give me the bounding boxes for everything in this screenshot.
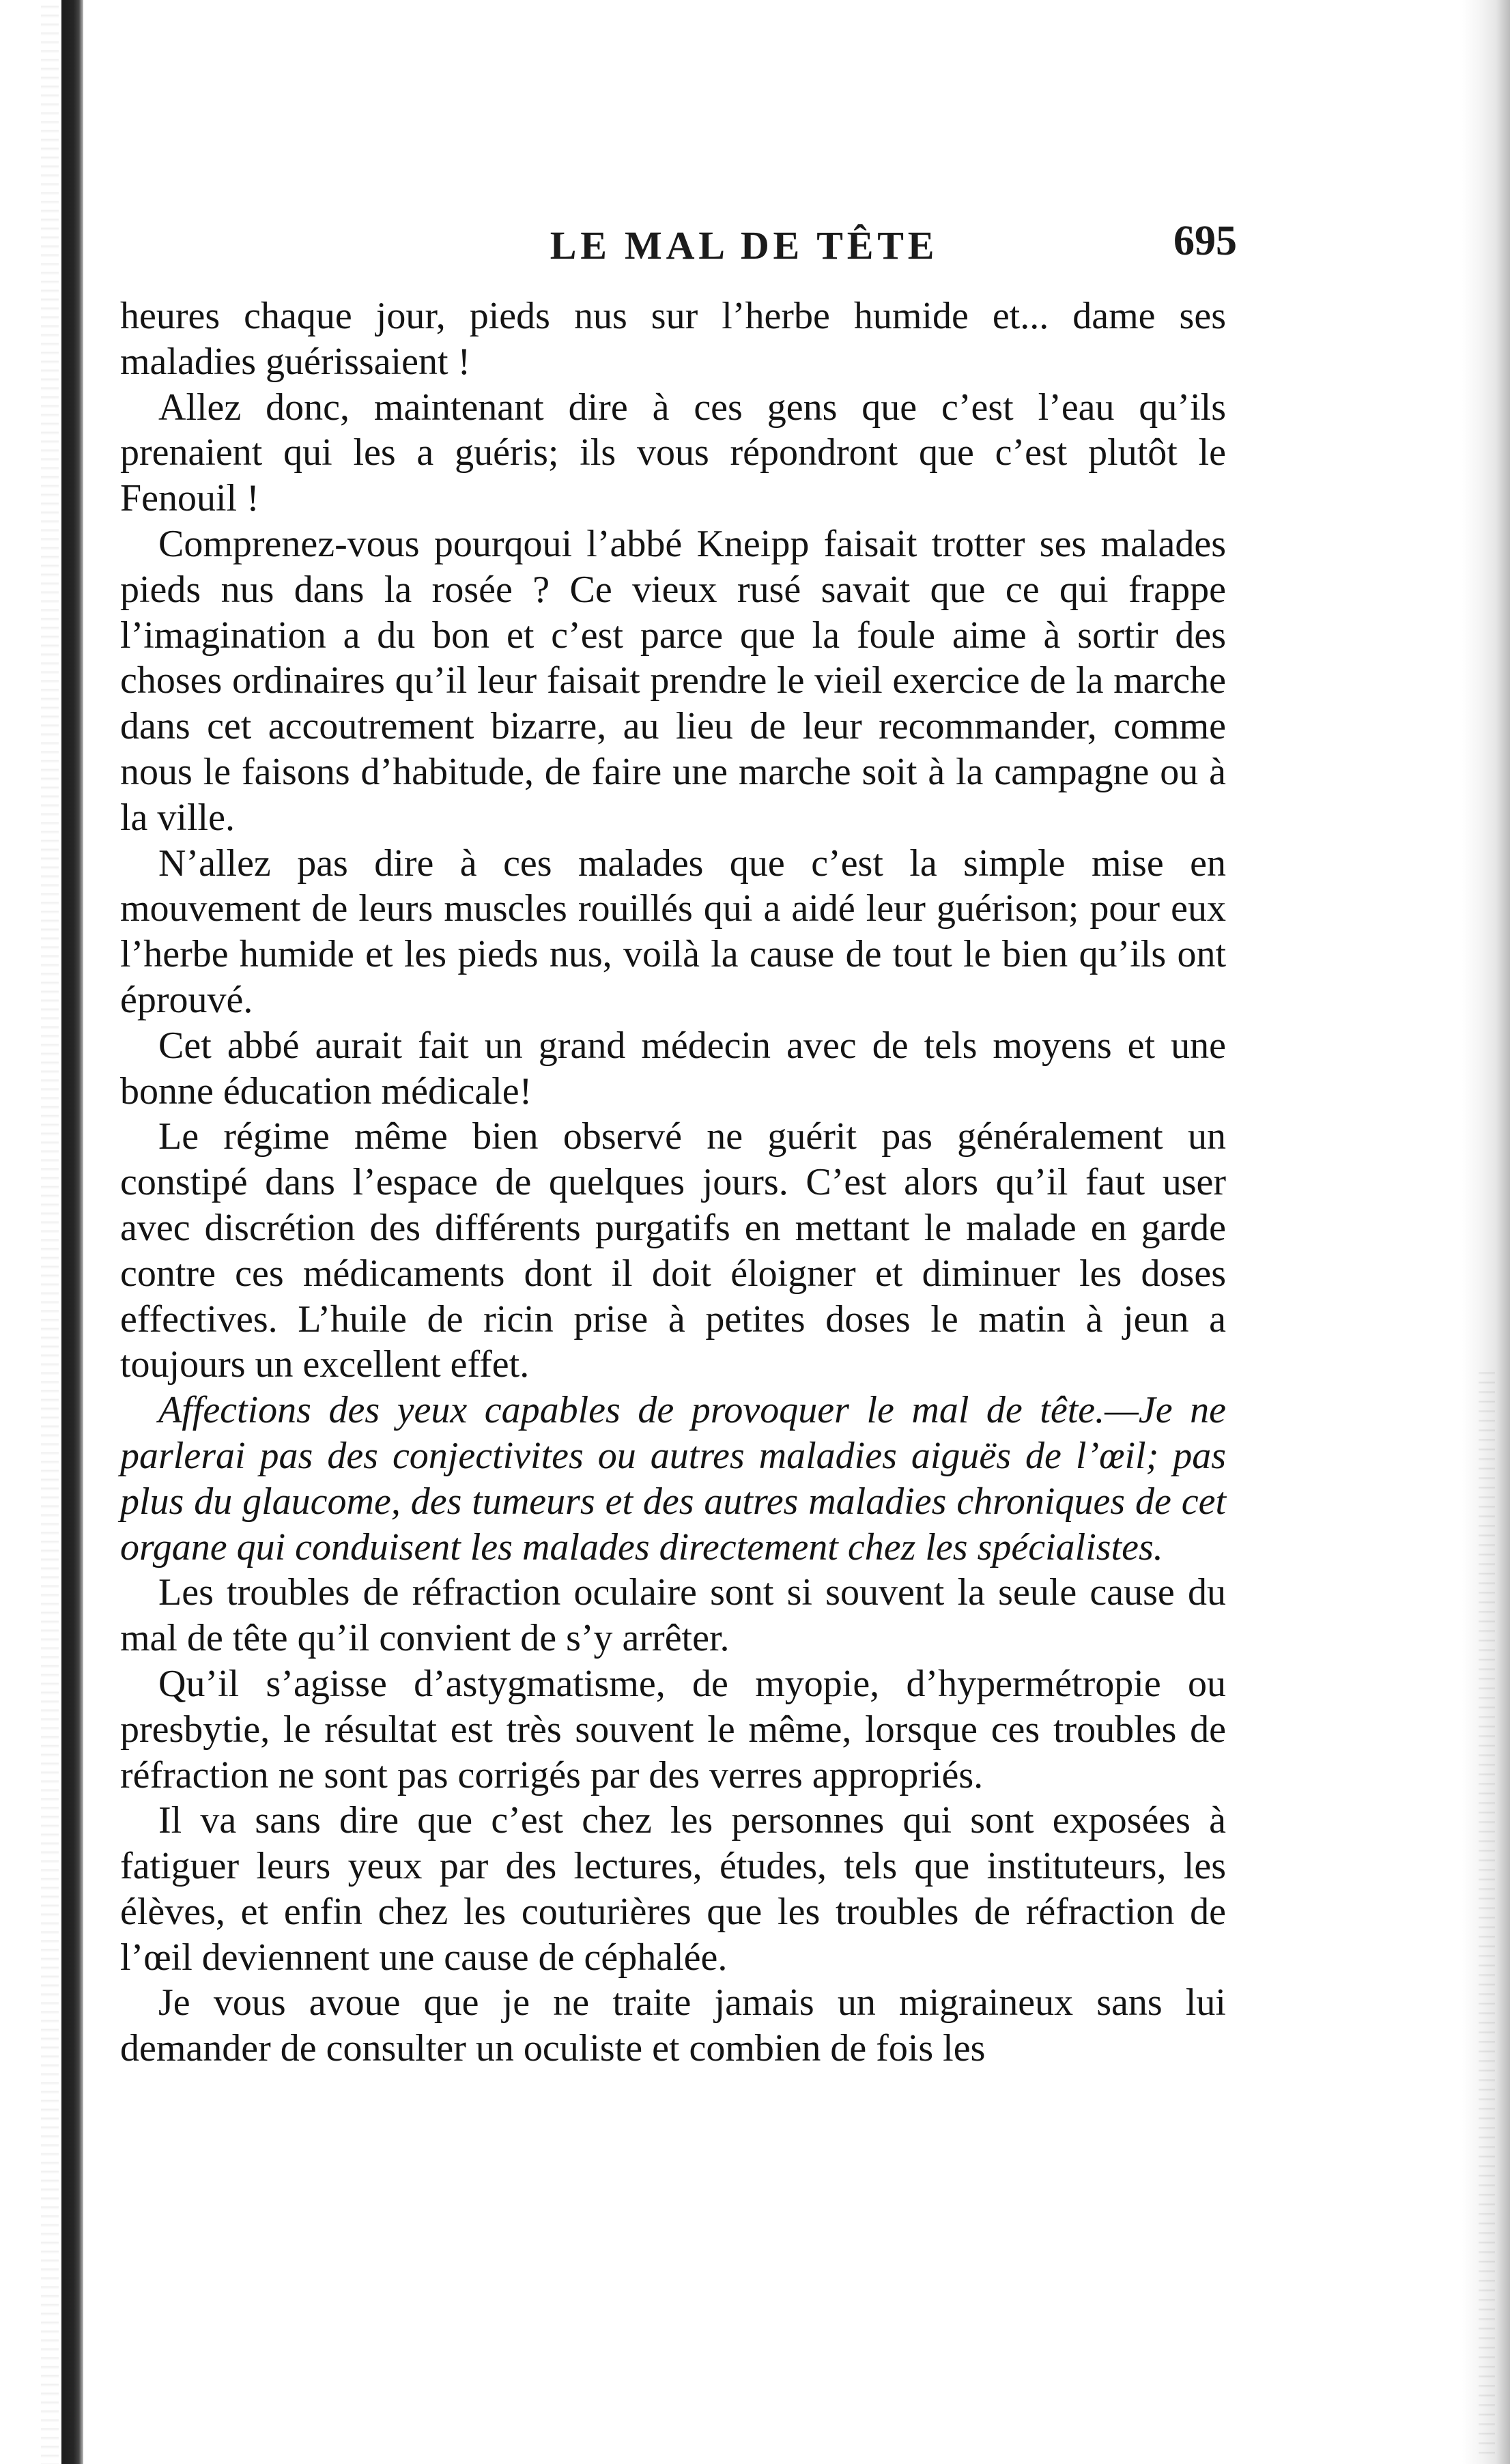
paragraph-6: Le régime même bien observé ne guérit pas généralement un constipé dans l’espace de quelques jours. C’est alors qu’il faut user avec discrétion des différents purgatifs en mettant le malade en garde contre ces médicaments dont il doit éloigner et diminuer les doses effectives. L’huile de ricin prise à petites doses le matin à jeun a toujours un excellent effet.: [120, 1115, 1226, 1386]
paragraph-9: Qu’il s’agisse d’astygmatisme, de myopie, d’hypermétropie ou presbytie, le résultat est très souvent le même, lorsque ces troubles de réfraction ne sont pas corrigés par des verres appropriés.: [120, 1662, 1226, 1796]
paragraph-2: Allez donc, maintenant dire à ces gens que c’est l’eau qu’ils prenaient qui les a guéris; ils vous répondront que c’est plutôt le Fenouil !: [120, 386, 1226, 520]
paragraph-7-section: Affections des yeux capables de provoquer le mal de tête.—Je ne parlerai pas des conjectivites ou autres maladies aiguës de l’œil; pas plus du glaucome, des tumeurs et des autres maladies chroniques de cet organe qui conduisent les malades directement chez les spécialistes.: [120, 1389, 1226, 1568]
paragraph-3: Comprenez-vous pourqoui l’abbé Kneipp faisait trotter ses malades pieds nus dans la rosée ? Ce vieux rusé savait que ce qui frappe l’imagination a du bon et c’est parce que la foule aime à sortir des choses ordinaires qu’il leur faisait prendre le vieil exercice de la marche dans cet accoutrement bizarre, au lieu de leur recommander, comme nous le faisons d’habitude, de faire une marche soit à la campagne ou à la ville.: [120, 522, 1226, 839]
paragraph-11: Je vous avoue que je ne traite jamais un migraineux sans lui demander de consulter un oculiste et combien de fois les: [120, 1981, 1226, 2070]
paragraph-10: Il va sans dire que c’est chez les personnes qui sont exposées à fatiguer leurs yeux par des lectures, études, tels que instituteurs, les élèves, et enfin chez les couturières que les troubles de réfraction de l’œil deviennent une cause de céphalée.: [120, 1799, 1226, 1979]
paragraph-8: Les troubles de réfraction oculaire sont si souvent la seule cause du mal de tête qu’il convient de s’y arrêter.: [120, 1571, 1226, 1660]
paragraph-4: N’allez pas dire à ces malades que c’est la simple mise en mouvement de leurs muscles rouillés qui a aidé leur guérison; pour eux l’herbe humide et les pieds nus, voilà la cause de tout le bien qu’ils ont éprouvé.: [120, 842, 1226, 1021]
page-number: 695: [1173, 218, 1237, 264]
running-head: LE MAL DE TÊTE: [550, 223, 939, 268]
page-header: [0, 0, 1510, 287]
left-binding: [61, 0, 83, 2464]
paragraph-1: heures chaque jour, pieds nus sur l’herbe humide et... dame ses maladies guérissaient !: [120, 295, 1226, 383]
page-body: [120, 293, 1226, 2072]
paragraph-5: Cet abbé aurait fait un grand médecin avec de tels moyens et une bonne éducation médicale!: [120, 1024, 1226, 1113]
right-binding-speckles: [1479, 1365, 1495, 2457]
left-binding-edge: [41, 0, 59, 2464]
